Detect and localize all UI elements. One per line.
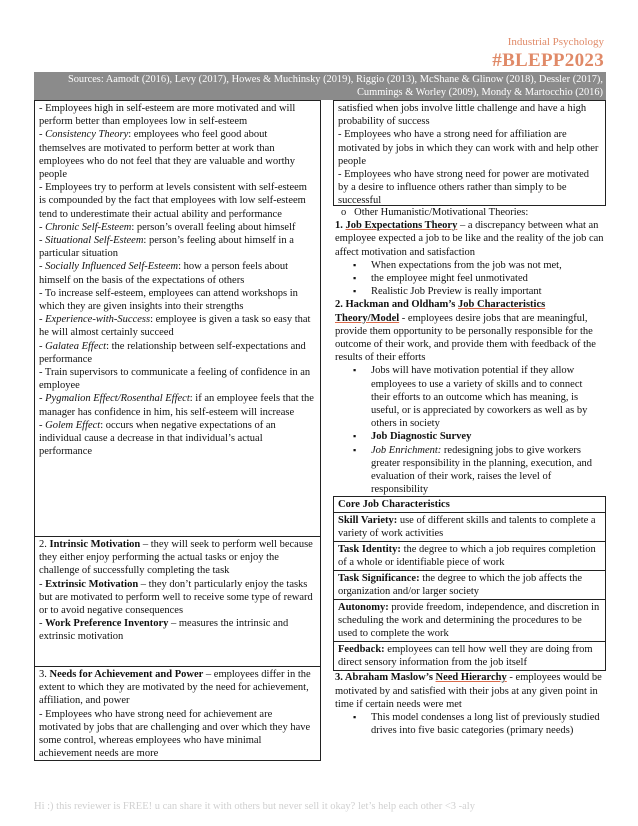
intrinsic-extrinsic-box [34,537,321,667]
footer-note: Hi :) this reviewer is FREE! u can share it with others but never sell it okay? let’s help each other <3 -aly [34,801,475,812]
table-row [334,571,606,600]
list-item: ▪ Realistic Job Preview is really important [353,286,542,298]
maslow-paragraph: 3. Abraham Maslow’s Need Hierarchy - employees would be motivated by and satisfied with their jobs at any given point in time if certain needs were met [335,672,602,710]
theories-section [333,206,606,496]
left-column [34,100,321,761]
table-row [334,642,606,671]
table-cell: Task Identity: the degree to which a job requires completion of a whole or identifiable piece of work [334,542,606,571]
maslow-bullets [335,711,604,737]
paragraph: - Socially Influenced Self-Esteem: how a person feels about himself on the basis of the expectations of others [39,261,289,286]
paragraph: - Experience-with-Success: employee is given a task so easy that he will almost certainly succeed [39,314,311,339]
table-cell: Autonomy: provide freedom, independence, and discretion in scheduling the work and determining the procedures to be used to complete the work [334,600,606,642]
job-expectations-paragraph: 1. Job Expectations Theory – a discrepancy between what an employee expected a job to be like and the reality of the job can affect motivation and satisfaction [335,220,604,258]
table-header: Core Job Characteristics [334,497,606,513]
other-theories-heading: o Other Humanistic/Motivational Theories: [341,207,529,218]
table-row [334,513,606,542]
paragraph: 2. Intrinsic Motivation – they will seek to perform well because they either enjoy performing the actual tasks or enjoy the challenge of successfully completing the task [39,539,313,577]
paragraph: - Employees who have strong need for achievement are motivated by jobs that are challenging and over which they have some control, whereas employees who have minimal achievement needs are more [39,708,311,760]
maslow-section [333,671,606,737]
paragraph: - Extrinsic Motivation – they don’t particularly enjoy the tasks but are motivated to perform well to receive some type of reward or to avoid negative consequences [39,578,313,617]
header-hashtag: #BLEPP2023 [492,50,604,71]
paragraph: - To increase self-esteem, employees can attend workshops in which they are given insights into their strengths [39,287,298,313]
paragraph: - Employees who have strong need for power are motivated by a desire to influence others rather than simply to be successful [338,169,590,207]
paragraph: - Chronic Self-Esteem: person’s overall feeling about himself [39,221,296,233]
table-cell: Skill Variety: use of different skills and talents to complete a variety of work activities [334,513,606,542]
header-subtitle: Industrial Psychology [507,36,604,48]
table-row [334,542,606,571]
list-item: ▪ This model condenses a long list of previously studied drives into five basic categories (primary needs) [353,712,600,737]
paragraph: - Work Preference Inventory – measures the intrinsic and extrinsic motivation [39,618,289,643]
needs-continued-box [333,100,606,206]
core-job-characteristics-table [333,496,606,671]
paragraph: - Golem Effect: occurs when negative expectations of an individual cause a decrease in that individual’s actual performance [39,419,276,458]
paragraph: - Galatea Effect: the relationship between self-expectations and performance [39,340,306,365]
list-item: ▪ the employee might feel unmotivated [353,273,528,285]
paragraph: - Train supervisors to communicate a feeling of confidence in an employee [39,367,311,392]
needs-achievement-box [34,667,321,761]
sources-banner: Sources: Aamodt (2016), Levy (2017), Howes & Muchinsky (2019), Riggio (2013), McShane & Glinow (2018), Dessler (2017), Cummings & Worley (2009), Mondy & Martocchio (2016) [34,72,606,100]
job-characteristics-paragraph: 2. Hackman and Oldham’s Job Characteristics Theory/Model - employees desire jobs that are meaningful, provide them opportunity to be personally responsible for the outcome of their work, and provide them with feedback of the results of their efforts [335,299,596,364]
jet-bullets [335,259,604,299]
paragraph: - Consistency Theory: employees who feel good about themselves are motivated to perform better at work than employees who do not feel that they are valuable and worthy people [39,129,295,181]
self-esteem-box [34,100,321,537]
paragraph: 3. Needs for Achievement and Power – employees differ in the extent to which they are motivated by the need for achievement, affiliation, and power [39,669,311,707]
paragraph: - Employees try to perform at levels consistent with self-esteem is compounded by the fact that employees with low self-esteem tend to underestimate their actual ability and performance [39,182,307,220]
paragraph: - Employees who have a strong need for affiliation are motivated by jobs in which they can work with and help other people [338,129,599,167]
paragraph: - Employees high in self-esteem are more motivated and will perform better than employees low in self-esteem [39,103,296,128]
table-cell: Task Significance: the degree to which the job affects the organization and/or larger society [334,571,606,600]
paragraph: satisfied when jobs involve little challenge and have a high probability of success [338,103,587,128]
list-item: ▪ Job Diagnostic Survey [353,431,472,443]
table-row [334,600,606,642]
list-item: ▪ When expectations from the job was not met, [353,259,562,271]
paragraph: - Pygmalion Effect/Rosenthal Effect: if an employee feels that the manager has confidence in him, his self-esteem will increase [39,393,314,418]
right-column [333,100,606,737]
table-row [334,497,606,513]
jcm-bullets [335,364,604,496]
list-item: ▪ Jobs will have motivation potential if they allow employees to use a variety of skills and to connect their efforts to an outcome which has meaning, is useful, or is appreciated by coworkers as well as by others in society [353,365,588,430]
paragraph: - Situational Self-Esteem: person’s feeling about himself in a particular situation [39,235,294,260]
list-item: ▪ Job Enrichment: redesigning jobs to give workers greater responsibility in the planning, execution, and evaluation of their work, raises the level of responsibility [353,444,593,496]
table-cell: Feedback: employees can tell how well they are doing from direct sensory information from the job itself [334,642,606,671]
